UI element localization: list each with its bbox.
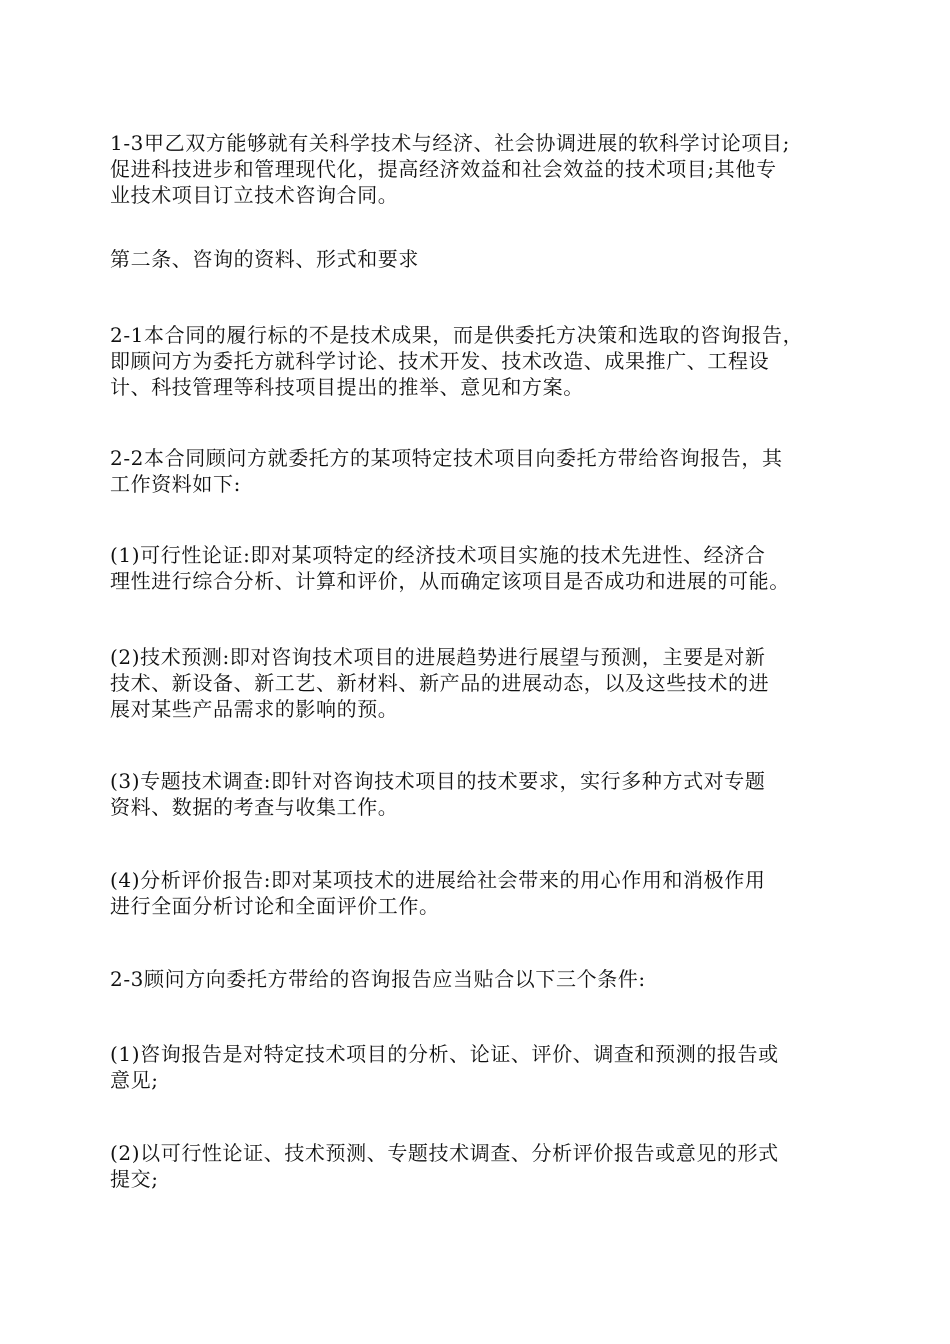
paragraph-2-3: 2-3顾问方向委托方带给的咨询报告应当贴合以下三个条件: <box>110 967 646 991</box>
paragraph-1-3-scope: 1-3甲乙双方能够就有关科学技术与经济、社会协调进展的软科学讨论项目; 促进科技进步和管理现代化，提高经济效益和社会效益的技术项目;其他专 业技术项目订立技术咨询合同。 <box>110 131 790 207</box>
paragraph-item-1-feasibility: (1)可行性论证:即对某项特定的经济技术项目实施的技术先进性、经济合 理性进行综合分析、计算和评价，从而确定该项目是否成功和进展的可能。 <box>110 543 790 593</box>
paragraph-item-4-evaluation: (4)分析评价报告:即对某项技术的进展给社会带来的用心作用和消极作用 进行全面分析讨论和全面评价工作。 <box>110 868 766 918</box>
paragraph-2-2: 2-2本合同顾问方就委托方的某项特定技术项目向委托方带给咨询报告，其 工作资料如下: <box>110 446 783 496</box>
paragraph-item-2-forecast: (2)技术预测:即对咨询技术项目的进展趋势进行展望与预测，主要是对新 技术、新设备、新工艺、新材料、新产品的进展动态，以及这些技术的进 展对某些产品需求的影响的预。 <box>110 645 770 721</box>
paragraph-2-1: 2-1本合同的履行标的不是技术成果，而是供委托方决策和选取的咨询报告， 即顾问方为委托方就科学讨论、技术开发、技术改造、成果推广、工程设 计、科技管理等科技项目提出的推举、意见和方案。 <box>110 323 804 399</box>
paragraph-item-3-survey: (3)专题技术调查:即针对咨询技术项目的技术要求，实行多种方式对专题 资料、数据的考查与收集工作。 <box>110 769 766 819</box>
section-heading-article-2: 第二条、咨询的资料、形式和要求 <box>110 247 419 271</box>
paragraph-condition-2: (2)以可行性论证、技术预测、专题技术调查、分析评价报告或意见的形式 提交; <box>110 1141 779 1191</box>
paragraph-condition-1: (1)咨询报告是对特定技术项目的分析、论证、评价、调查和预测的报告或 意见; <box>110 1042 779 1092</box>
